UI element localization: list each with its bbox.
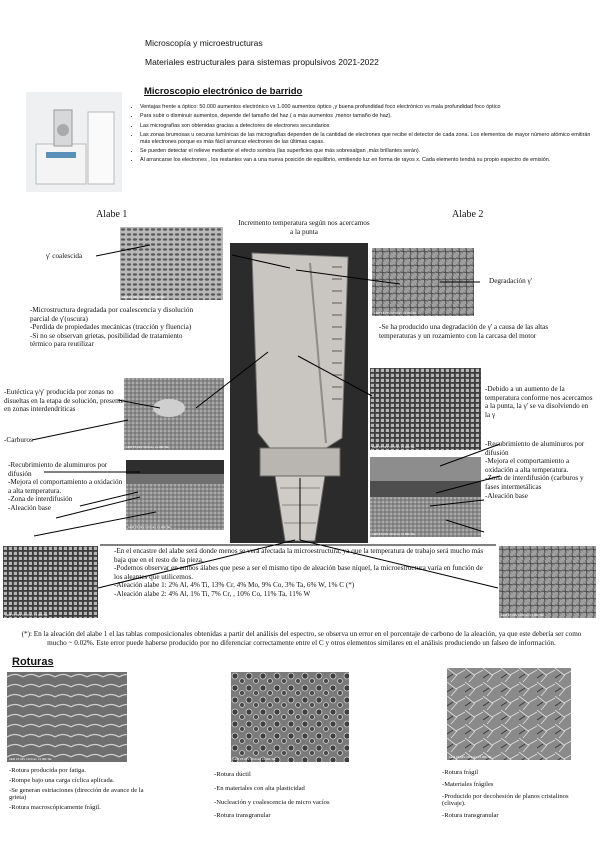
fatigue-notes (9, 767, 144, 812)
note: -Rotura macroscópicamente frágil. (9, 804, 101, 812)
scale-bar: LEM 15.0kV 10.0mm x1.00k SE (5, 613, 48, 617)
alabe1-coating-notes (8, 461, 124, 513)
alabe2-title: Alabe 2 (452, 209, 484, 220)
scale-bar: LEM 15.0kV 10.0mm x1.00k SE (233, 757, 276, 761)
sem-bullet: • Las zonas brumosas u oscuras lumínicas de las micrografías dependen de la cantidad de electrones que recibe el detector de cada zona. Los elementos de mayor número atómico emitirán más electrones porque es más fácil arrancar electrones de las últimas capas. (140, 132, 595, 145)
micrograph-coating-1 (126, 460, 224, 530)
scale-bar: LEM 15.0kV 10.0mm x1.00k SE (372, 532, 415, 536)
note: -Mejora el comportamiento a oxidación a alta temperatura. (485, 457, 570, 474)
scale-bar: LEM 15.0kV 10.0mm x1.00k SE (122, 295, 165, 299)
micrograph-dissolution (370, 368, 481, 450)
scale-bar: LEM 15.0kV 10.0mm x1.00k SE (449, 755, 492, 759)
micrograph-root-2 (499, 546, 596, 618)
note: -Aleación alabe 2: 4% Al, 1% Ti, 7% Cr, , 10% Co, 11% Ta, 11% W (114, 589, 311, 598)
degradation-label: Degradación γ' (489, 277, 532, 285)
note: -Rotura transgranular (214, 812, 271, 820)
dissolution-note: -Debido a un aumento de la temperatura conforme nos acercamos a la punta, la γ' se va disolviendo en la γ (485, 385, 593, 419)
micrograph-gamma-coalescida (120, 227, 223, 300)
ductile-notes (214, 771, 374, 820)
alabe1-title: Alabe 1 (96, 209, 128, 220)
turbine-blade-photo (230, 243, 368, 543)
note: -Se generan estriaciones (dirección de avance de la grieta) (9, 786, 144, 802)
micrograph-degradation (372, 248, 474, 316)
note: -Aleación alabe 1: 2% Al, 4% Ti, 13% Cr, 4% Mo, 9% Co, 3% Ta, 6% W, 1% C (*) (114, 581, 355, 590)
sem-bullet: • Para subir o disminuir aumentos, depende del tamaño del haz ( a más aumentos ,menor tamaño de haz). (140, 113, 595, 119)
fracture-brittle-image (447, 668, 571, 760)
sem-microscope-image (26, 92, 122, 192)
note: -Rotura dúctil (214, 771, 251, 778)
alabe1-microstructure-notes (30, 306, 202, 349)
note: -Producido por decohesión de planos cristalinos (clivaje). (442, 792, 569, 808)
note: -Si no se observan grietas, posibilidad de tratamiento térmico para reutilizar (30, 331, 183, 349)
sem-bullet: • Al arrancarse los electrones , los restantes van a una nueva posición de equilibrio, emitiendo luz en forma de rayos x. Cada elemento tendrá su propio espectro de emisión. (140, 157, 595, 163)
fracture-ductile-image (231, 672, 349, 762)
note: -Recubrimiento de aluminuros por difusión (485, 440, 585, 457)
note: -Zona de interdifusión (carburos y fases intermetálicas (485, 474, 584, 491)
eutectic-note: -Eutéctica γ/γ' producida por zonas no disueltas en la etapa de solución, presente en zonas interdendríticas (4, 388, 124, 414)
note: -Materiales frágiles (442, 780, 494, 788)
note: -Perdida de propiedades mecánicas (tracción y fluencia) (30, 323, 192, 332)
note: -Aleación base (8, 503, 51, 512)
note: -Podemos observar en ambos álabes que pese a ser el mismo tipo de aleación base níquel, la microestructura varía en función de los aleantes que utilicemos. (114, 564, 483, 581)
root-notes (114, 547, 492, 599)
sem-bullets (128, 104, 595, 167)
sem-bullet: • Ventajas frente a óptico: 50.000 aumentos electrónico vs 1.000 aumentos óptico ,y buena profundidad foco electrónico vs mala profundidad foco óptico (140, 104, 595, 110)
note: -Rotura frágil (442, 769, 479, 776)
carburos-label: -Carburos (4, 436, 33, 444)
scale-bar: LEM 15.0kV 10.0mm x1.00k SE (126, 445, 169, 449)
note: -En el encastre del alabe será donde menos se verá afectada la microestructura, ya que la temperatura de trabajo será mucho más baja que en el resto de la pieza. (114, 547, 484, 564)
carbon-error-note: (*): En la aleación del alabe 1 el las tablas composicionales obtenidas a partir del análisis del espectro, se observa un error en el porcentaje de carbono de la aleación, ya que este debería ser como mucho ~ 0.02%. Este error puede haberse producido por no diferenciar correctamente entre el C y otros elementos similares en el análisis produciendo un falseo de información. (21, 630, 582, 647)
micrograph-root-1 (3, 546, 98, 618)
note: -Zona de interdifusión (8, 495, 73, 504)
header-line-1: Microscopía y microestructuras (145, 38, 263, 48)
rozamiento-note: -Se ha producido una degradación de γ' a causa de las altas temperaturas y un rozamiento con la carcasa del motor (379, 323, 549, 340)
note: -Nucleación y coalescencia de micro vacíos (214, 798, 330, 806)
note: -Aleación base (485, 491, 528, 500)
micrograph-coating-2 (370, 457, 481, 537)
note: -Microstructura degradada por coalescencia y disolución parcial de γ'(oscura) (30, 306, 194, 323)
roturas-title: Roturas (12, 656, 54, 668)
note: -Rotura producida por fatiga. (9, 767, 86, 774)
scale-bar: LEM 15.0kV 10.0mm x1.00k SE (372, 445, 415, 449)
sem-bullet: • Se pueden detectar el relieve mediante el efecto sombra (las superficies que más sobresalgan ,más brillantes serán). (140, 148, 595, 154)
note: -Rompe bajo una carga cíclica aplicada. (9, 776, 115, 784)
sem-title: Microscopio electrónico de barrido (144, 86, 303, 97)
micrograph-eutectic (124, 378, 224, 450)
scale-bar: LEM 15.0kV 10.0mm x1.00k SE (128, 525, 171, 529)
scale-bar: LEM 15.0kV 10.0mm x1.00k SE (9, 757, 52, 761)
gamma-coalescida-label: γ' coalescida (46, 252, 83, 260)
note: -En materiales con alta plasticidad (214, 784, 305, 792)
note: -Mejora el comportamiento a oxidación a alta temperatura. (8, 478, 123, 495)
sem-bullet: • Las micrografías son obtenidas gracias a detectores de electrones secundarios (140, 123, 595, 129)
brittle-notes (442, 769, 582, 820)
fracture-fatigue-image (7, 672, 127, 762)
note: -Recubrimiento de aluminuros por difusión (8, 461, 108, 478)
note: -Rotura transgranular (442, 812, 499, 820)
scale-bar: LEM 15.0kV 10.0mm x1.00k SE (501, 613, 544, 617)
scale-bar: LEM 15.0kV 10.0mm x1.00k SE (374, 311, 417, 315)
alabe2-coating-notes (485, 440, 593, 500)
temperature-note: Incremento temperatura según nos acercamos a la punta (238, 219, 370, 236)
header-line-2: Materiales estructurales para sistemas propulsivos 2021-2022 (145, 57, 379, 67)
